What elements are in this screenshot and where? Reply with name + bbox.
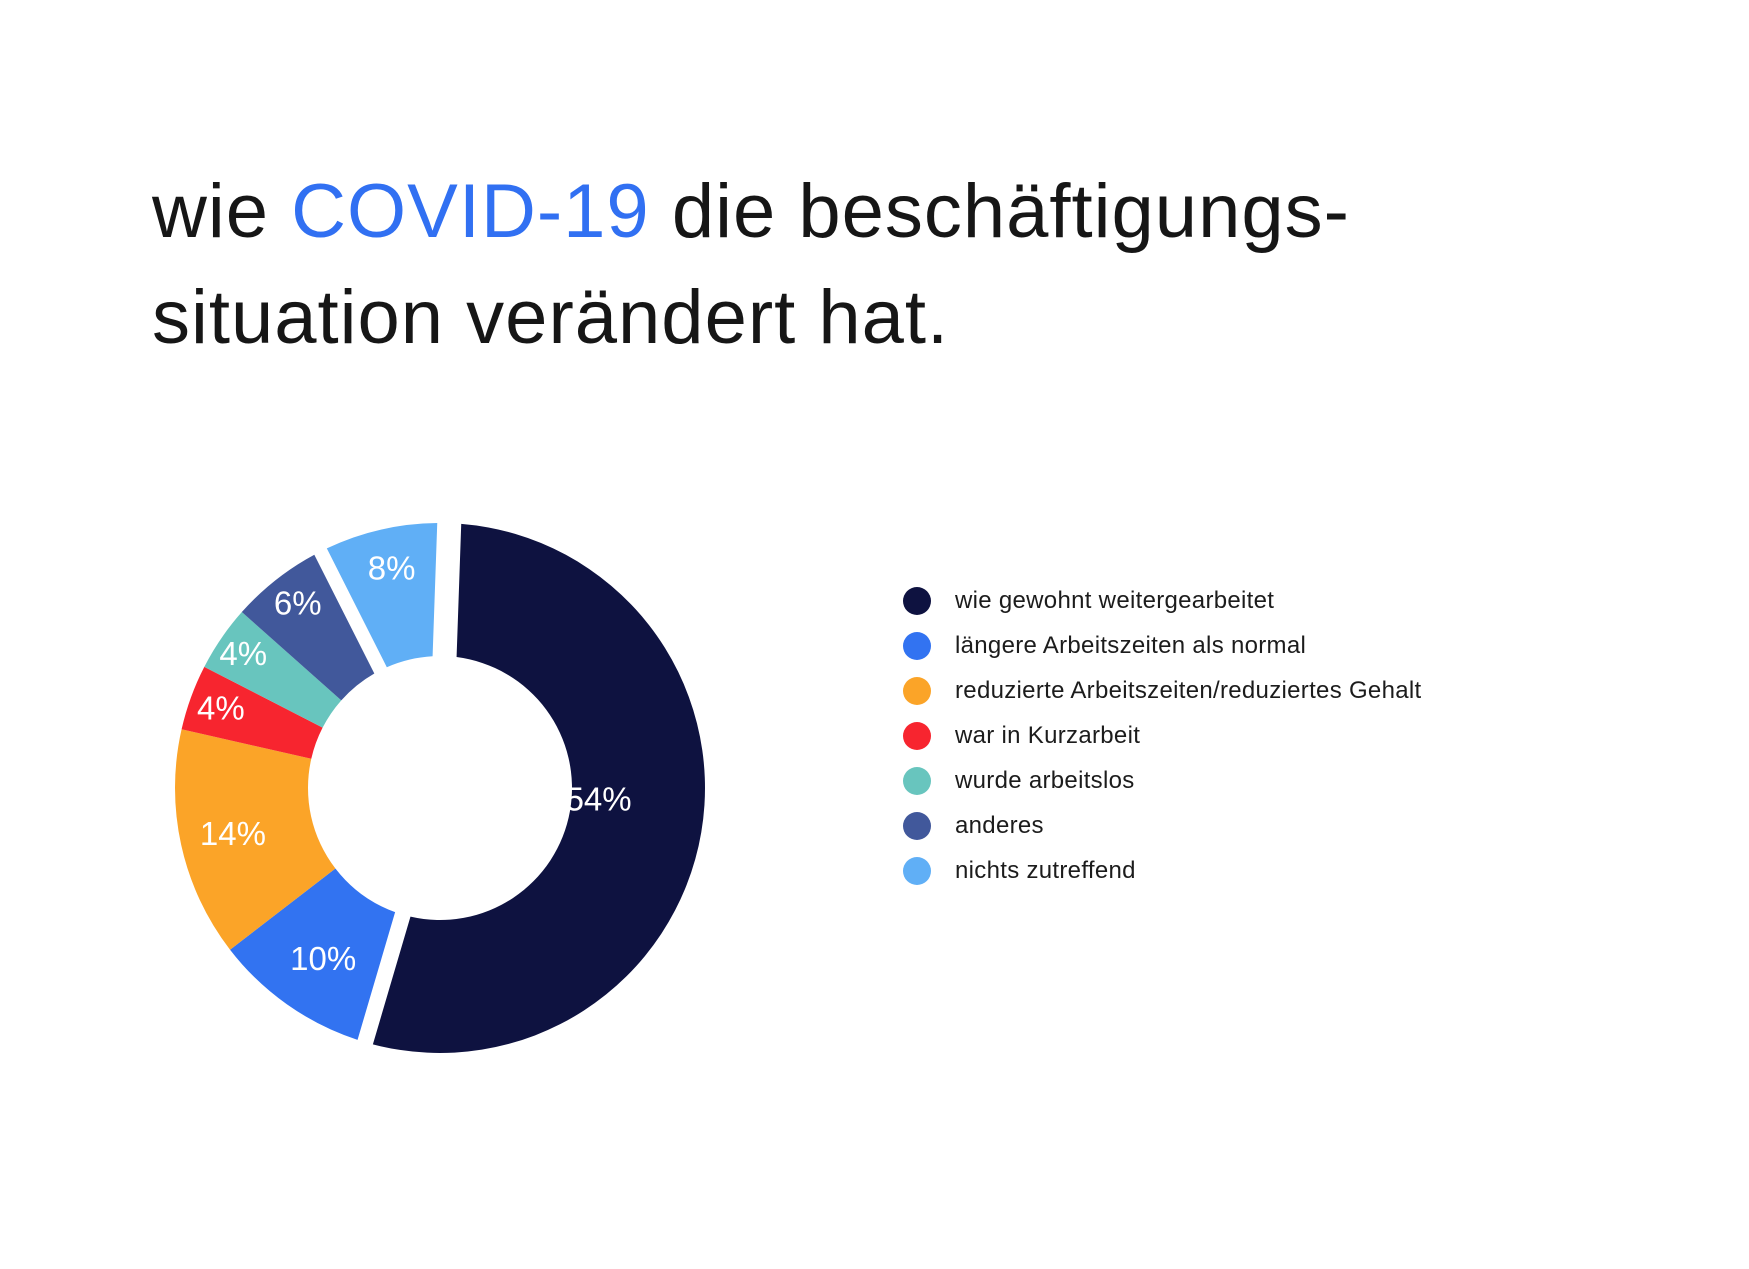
legend-item-reduzierte-arbeitszeiten — [903, 668, 1421, 713]
legend-dot-icon — [903, 632, 931, 660]
legend-label: nichts zutreffend — [955, 856, 1136, 884]
legend-dot-icon — [903, 722, 931, 750]
wedge-value-label-wurde-arbeitslos: 4% — [219, 634, 268, 672]
title-highlight-covid19: COVID-19 — [291, 168, 650, 254]
legend-dot-icon — [903, 857, 931, 885]
legend-item-nichts-zutreffend — [903, 848, 1421, 893]
title-prefix: wie — [152, 168, 292, 254]
legend-item-laengere-arbeitszeiten — [903, 623, 1421, 668]
legend-label: wie gewohnt weitergearbeitet — [955, 586, 1275, 614]
legend-dot-icon — [903, 812, 931, 840]
wedge-value-label-wie-gewohnt-weitergearbeitet: 54% — [565, 780, 632, 818]
legend-item-wurde-arbeitslos — [903, 758, 1421, 803]
wedge-value-label-anderes: 6% — [273, 584, 322, 622]
legend-dot-icon — [903, 587, 931, 615]
legend-label: reduzierte Arbeitszeiten/reduziertes Gehalt — [955, 676, 1422, 704]
legend-dot-icon — [903, 677, 931, 705]
chart-legend — [903, 578, 1421, 893]
wedge-value-label-war-in-kurzarbeit: 4% — [197, 689, 245, 727]
legend-item-anderes — [903, 803, 1421, 848]
legend-label: längere Arbeitszeiten als normal — [955, 631, 1307, 659]
legend-item-war-in-kurzarbeit — [903, 713, 1421, 758]
wedge-value-label-reduzierte-arbeitszeiten: 14% — [199, 815, 266, 852]
legend-label: war in Kurzarbeit — [955, 721, 1141, 749]
legend-label: anderes — [955, 811, 1044, 839]
legend-label: wurde arbeitslos — [955, 766, 1135, 794]
legend-dot-icon — [903, 767, 931, 795]
wedge-value-label-nichts-zutreffend: 8% — [367, 549, 416, 587]
title-line1-rest: die beschäftigungs- — [649, 168, 1350, 254]
wedge-value-label-laengere-arbeitszeiten: 10% — [290, 940, 357, 978]
legend-item-wie-gewohnt-weitergearbeitet — [903, 578, 1421, 623]
title-line2: situation verändert hat. — [152, 274, 950, 360]
